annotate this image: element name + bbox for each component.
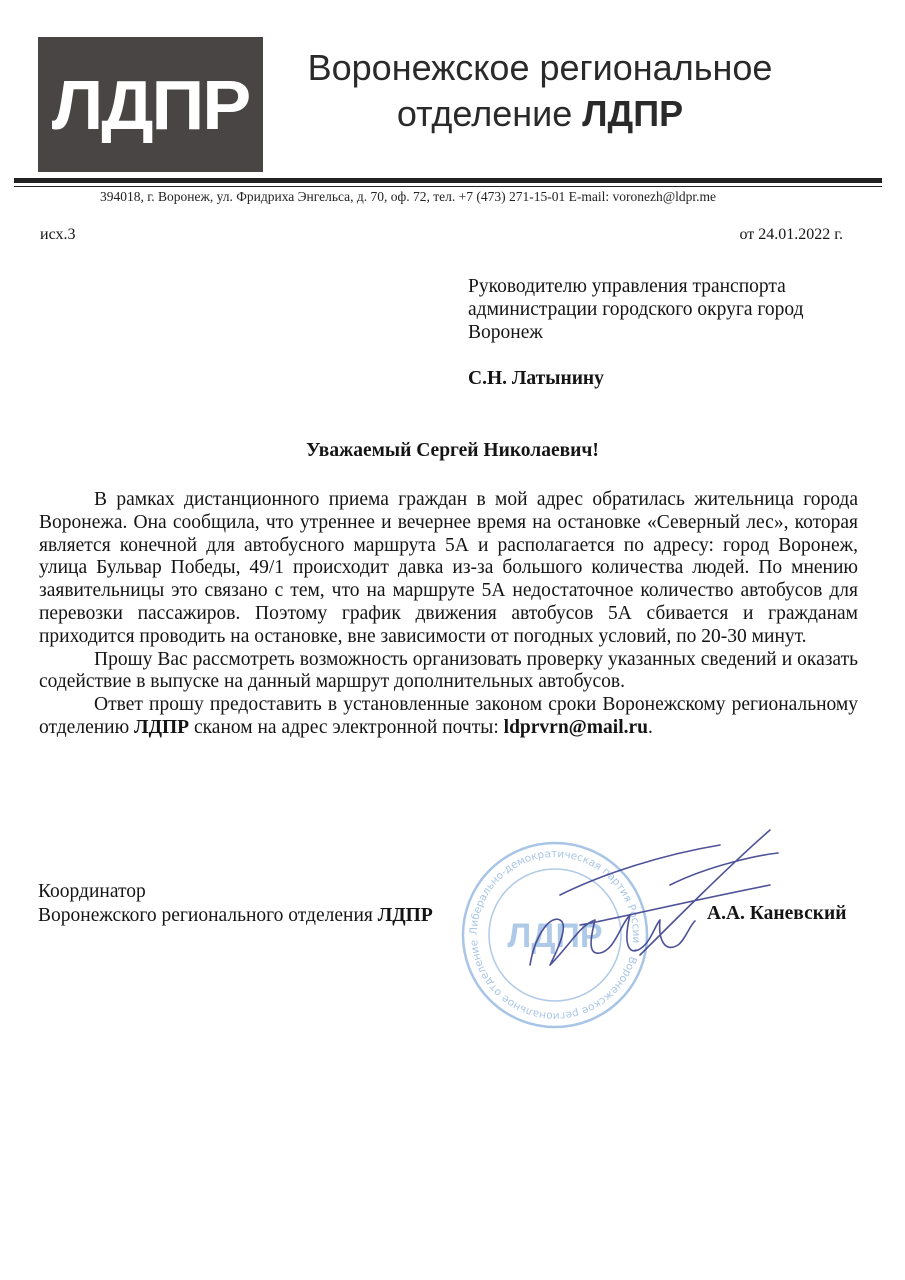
stamp-ring-text: Либерально-демократическая партия России • Воронежское региональное отделение [467,847,643,1023]
body-paragraph-3 [39,694,858,740]
logo-text: ЛДПР [51,65,250,144]
signer-title-line1: Координатор [38,881,146,902]
signer-title [38,880,433,928]
recipient-name: С.Н. Латынину [468,368,604,389]
letter-body [39,489,858,740]
body-paragraph-1: В рамках дистанционного приема граждан в мой адрес обратилась жительница города Воронежа. Она сообщила, что утреннее и вечернее время на остановке «Северный лес», которая является конечной для автобусного маршрута 5А и располагается по адресу: город Воронеж, улица Бульвар Победы, 49/1 происходит давка из-за большого количества людей. По мнению заявительницы это связано с тем, что на маршруте 5А недостаточное количество автобусов для перевозки пассажиров. Поэтому график движения автобусов 5А сбивается и гражданам приходится проводить на остановке, вне зависимости от погодных условий, по 20-30 минут. [39,489,858,647]
response-email: ldprvrn@mail.ru [503,716,649,738]
recipient-position: Руководителю управления транспорта администрации городского округа город Воронеж [468,276,804,343]
org-title-line2 [290,91,790,137]
signer-title-line2 [38,904,433,928]
header-divider-thick [14,178,882,183]
body-paragraph-3-text-a: Ответ прошу предоставить в установленные законом сроки Воронежскому региональному отделению [39,694,858,738]
body-paragraph-3-text-b: сканом на адрес электронной почты: [189,716,504,738]
org-title-line2-prefix: отделение [396,93,583,134]
body-paragraph-3-end: . [648,716,653,738]
org-title [290,45,790,137]
body-paragraph-2: Прошу Вас рассмотреть возможность организовать проверку указанных сведений и оказать содействие в выпуске на данный маршрут дополнительных автобусов. [39,648,858,693]
stamp-center-text: ЛДПР [507,917,603,955]
signer-title-line2-party: ЛДПР [377,905,433,926]
letter-date: от 24.01.2022 г. [739,226,843,243]
salutation: Уважаемый Сергей Николаевич! [306,440,599,461]
signer-title-line2-prefix: Воронежского регионального отделения [38,905,378,926]
letterhead-address: 394018, г. Воронеж, ул. Фридриха Энгельса, д. 70, оф. 72, тел. +7 (473) 271-15-01 E-mail: voronezh@ldpr.me [100,189,717,204]
signer-name: А.А. Каневский [707,903,847,924]
outgoing-number: исх.3 [40,226,76,243]
org-title-line1: Воронежское региональное [307,47,773,88]
logo [38,37,263,172]
body-paragraph-3-party: ЛДПР [134,716,190,738]
header-divider-thin [14,186,882,187]
org-title-line2-bold: ЛДПР [582,93,684,134]
